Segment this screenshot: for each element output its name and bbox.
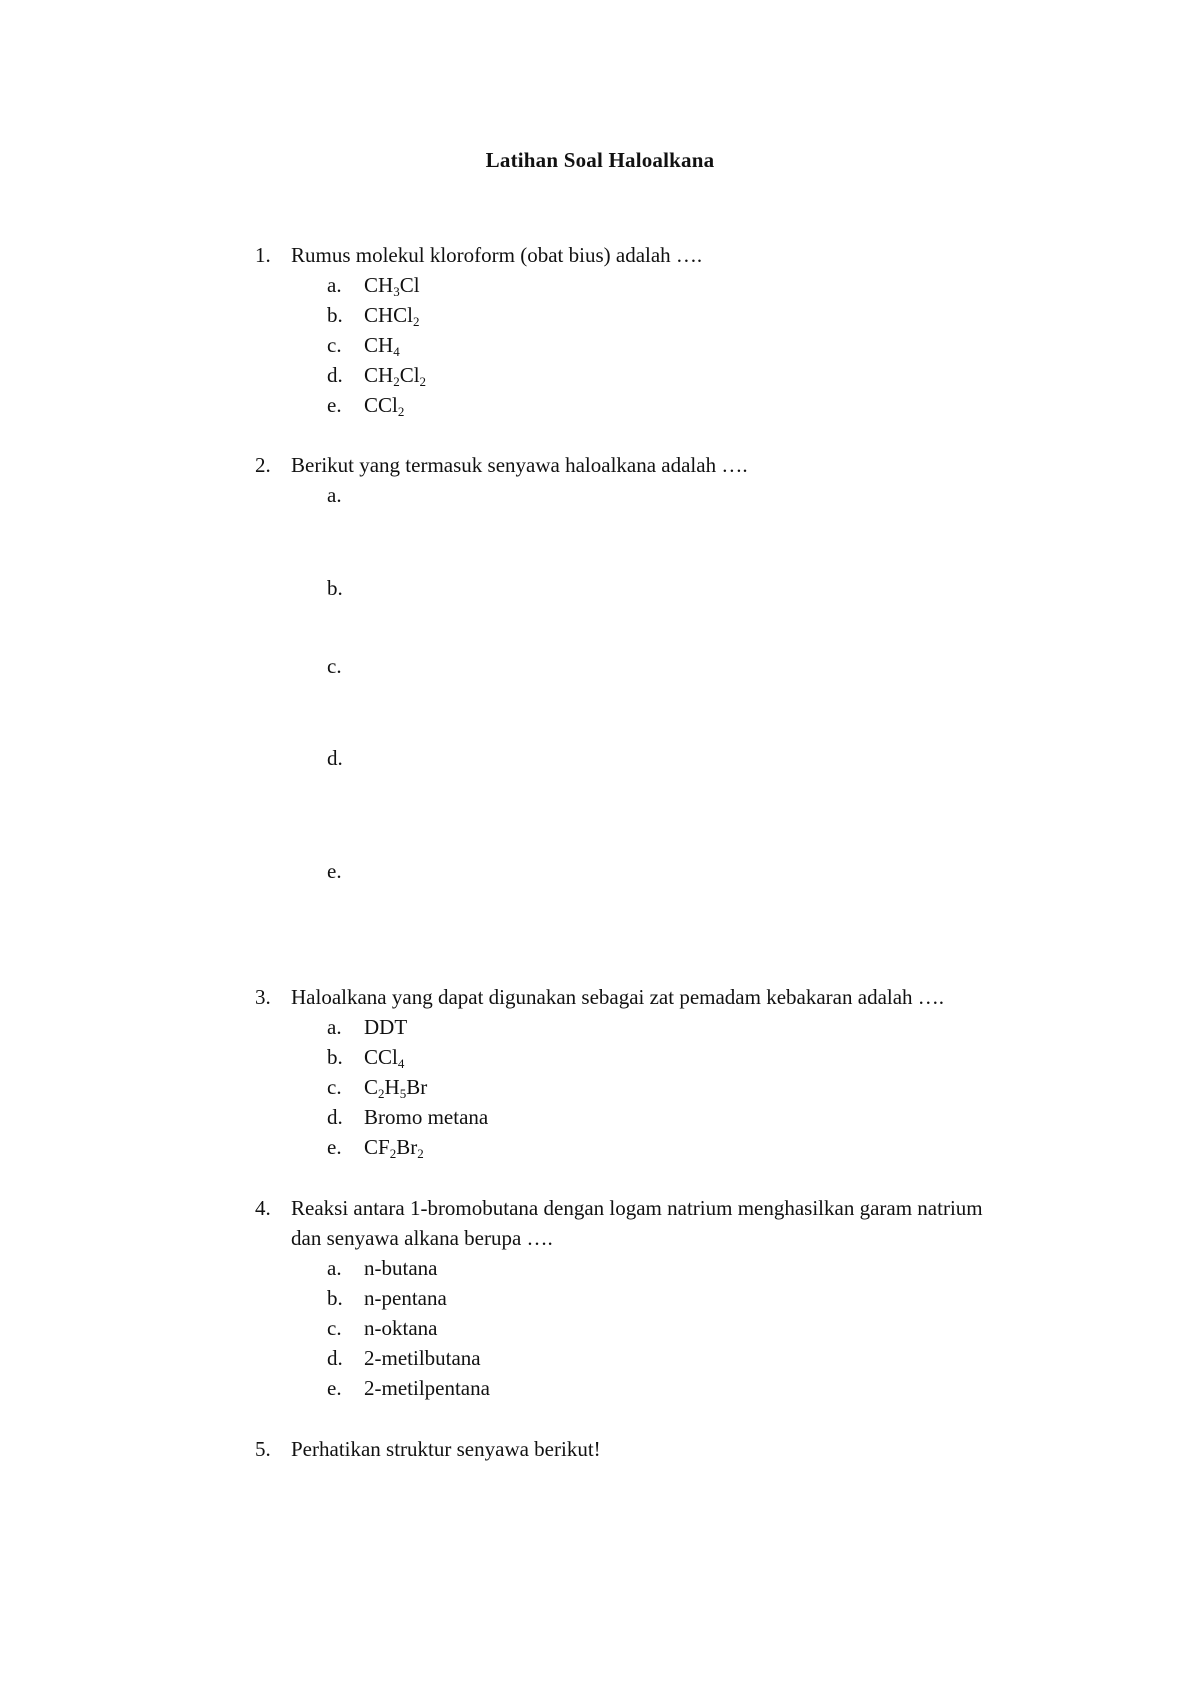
option (327, 856, 364, 886)
question-text: Perhatikan struktur senyawa berikut! (291, 1437, 601, 1461)
option (327, 330, 400, 360)
option-text: CCl$_4$ (364, 1045, 405, 1071)
option-text: DDT (364, 1015, 408, 1039)
option-letter: b. (327, 303, 343, 327)
subscript: 4 (397, 1056, 405, 1071)
subscript: 2 (397, 404, 405, 419)
option (327, 360, 426, 390)
question-text: Berikut yang termasuk senyawa haloalkana adalah …. (291, 453, 748, 477)
subscript: 2 (419, 374, 427, 389)
option-letter: a. (327, 483, 342, 507)
option-text: n-oktana (364, 1316, 438, 1340)
option (327, 1042, 404, 1072)
option-letter: a. (327, 273, 342, 297)
option (327, 743, 364, 773)
option (327, 1102, 488, 1132)
subscript: 2 (389, 1146, 397, 1161)
option-text: n-butana (364, 1256, 438, 1280)
option (327, 1343, 481, 1373)
option-letter: e. (327, 1376, 342, 1400)
question-5 (255, 1434, 1035, 1464)
question-number: 2. (255, 453, 271, 477)
option-letter: e. (327, 1135, 342, 1159)
option (327, 651, 364, 681)
option-letter: e. (327, 859, 342, 883)
subscript: 2 (378, 1086, 385, 1101)
option-text: $CH_2Cl_2$ (364, 363, 427, 389)
question-1 (255, 240, 1035, 270)
subscript: 4 (393, 344, 400, 359)
subscript: 2 (393, 374, 400, 389)
option-text: CHCl$_2$ (364, 303, 420, 329)
question-text: Haloalkana yang dapat digunakan sebagai zat pemadam kebakaran adalah …. (291, 985, 945, 1009)
option-text: Bromo metana (364, 1105, 489, 1129)
option (327, 1012, 407, 1042)
option (327, 1283, 447, 1313)
option (327, 1132, 424, 1162)
option (327, 1253, 437, 1283)
question-3 (255, 982, 1035, 1012)
option-letter: a. (327, 1015, 342, 1039)
subscript: 5 (399, 1086, 407, 1101)
option-letter: d. (327, 1346, 343, 1370)
option-letter: d. (327, 746, 343, 770)
option (327, 573, 364, 603)
option-letter: a. (327, 1256, 342, 1280)
option (327, 1373, 490, 1403)
option-letter: b. (327, 1286, 343, 1310)
option (327, 300, 420, 330)
option (327, 390, 404, 420)
option-text: $CF_2Br_2$ (364, 1135, 424, 1161)
question-text: Reaksi antara 1-bromobutana dengan logam natrium menghasilkan garam natrium dan senyawa alkana berupa …. (291, 1196, 983, 1250)
option-letter: e. (327, 393, 342, 417)
option-text: 2-metilpentana (364, 1376, 490, 1400)
option-letter: b. (327, 576, 343, 600)
question-4 (255, 1193, 1035, 1253)
subscript: 2 (417, 1146, 424, 1161)
option-text: 2-metilbutana (364, 1346, 481, 1370)
option-letter: d. (327, 1105, 343, 1129)
option-letter: c. (327, 1316, 342, 1340)
question-text: Rumus molekul kloroform (obat bius) adalah …. (291, 243, 703, 267)
option-letter: d. (327, 363, 343, 387)
question-number: 4. (255, 1196, 271, 1220)
subscript: 2 (413, 314, 420, 329)
question-number: 1. (255, 243, 271, 267)
option-letter: c. (327, 1075, 342, 1099)
subscript: 3 (393, 284, 400, 299)
option-letter: b. (327, 1045, 343, 1069)
option-text: $CH_4$ (364, 333, 400, 359)
option (327, 270, 420, 300)
option (327, 1072, 427, 1102)
question-2 (255, 450, 1035, 480)
option-text: CCl$_2$ (364, 393, 405, 419)
option-text: n-pentana (364, 1286, 447, 1310)
option-text: $CH_3Cl$ (364, 273, 420, 299)
option-text: $C_2H_5Br$ (364, 1075, 428, 1101)
option (327, 480, 364, 510)
question-number: 5. (255, 1437, 271, 1461)
option-letter: c. (327, 654, 342, 678)
question-number: 3. (255, 985, 271, 1009)
page-title: Latihan Soal Haloalkana (485, 148, 715, 172)
option-letter: c. (327, 333, 342, 357)
option (327, 1313, 437, 1343)
